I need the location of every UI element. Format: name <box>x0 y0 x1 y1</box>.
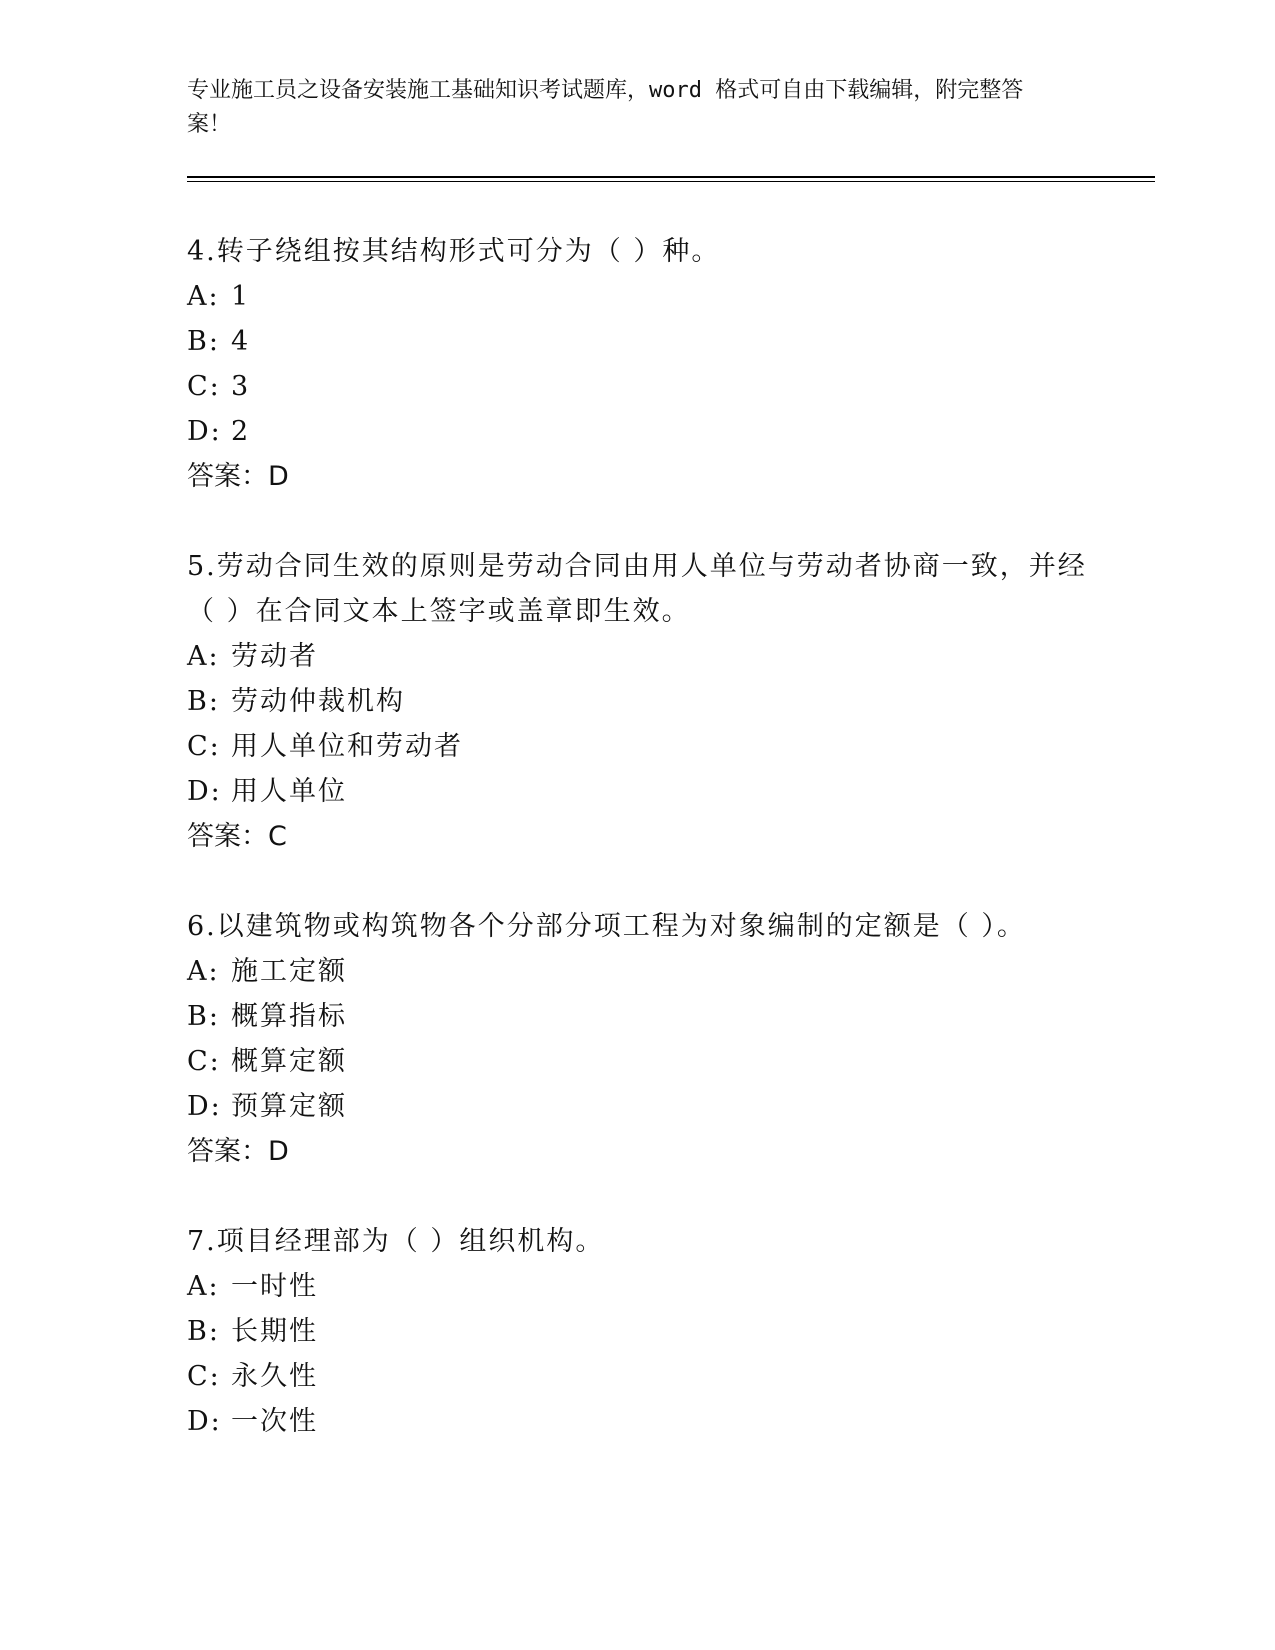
option-text: 永久性 <box>231 1361 318 1392</box>
option-a <box>187 1264 1087 1309</box>
option-b <box>187 679 1087 724</box>
option-key: C: <box>187 371 221 402</box>
option-text: 劳动者 <box>231 641 318 672</box>
option-b <box>187 1309 1087 1354</box>
question-6 <box>187 904 1087 1174</box>
option-d <box>187 1084 1087 1129</box>
option-text: 2 <box>231 416 251 447</box>
question-7 <box>187 1219 1087 1444</box>
option-a <box>187 949 1087 994</box>
header-divider <box>187 176 1155 182</box>
option-key: C: <box>187 1361 221 1392</box>
question-title: 7.项目经理部为（ ）组织机构。 <box>187 1226 605 1257</box>
option-text: 3 <box>231 371 251 402</box>
option-text: 一时性 <box>231 1271 318 1302</box>
option-a <box>187 634 1087 679</box>
header-text: 专业施工员之设备安装施工基础知识考试题库，word 格式可自由下载编辑，附完整答案！ <box>187 78 1024 137</box>
option-text: 一次性 <box>231 1406 318 1437</box>
option-key: D: <box>187 416 222 447</box>
option-key: A: <box>187 1271 220 1302</box>
question-title: 6.以建筑物或构筑物各个分部分项工程为对象编制的定额是（ ）。 <box>187 911 1026 942</box>
option-b <box>187 994 1087 1039</box>
option-text: 长期性 <box>231 1316 318 1347</box>
option-text: 用人单位和劳动者 <box>231 731 463 762</box>
question-title: 4.转子绕组按其结构形式可分为（ ）种。 <box>187 236 721 267</box>
option-key: A: <box>187 956 220 987</box>
option-key: A: <box>187 641 220 672</box>
option-text: 概算定额 <box>231 1046 347 1077</box>
answer-line: 答案：C <box>187 821 287 852</box>
option-key: B: <box>187 1001 220 1032</box>
option-c <box>187 364 1087 409</box>
option-key: C: <box>187 1046 221 1077</box>
question-4 <box>187 229 1087 499</box>
option-text: 预算定额 <box>231 1091 347 1122</box>
question-title: 5.劳动合同生效的原则是劳动合同由用人单位与劳动者协商一致，并经（ ）在合同文本上签字或盖章即生效。 <box>187 551 1087 627</box>
option-b <box>187 319 1087 364</box>
answer-line: 答案：D <box>187 1136 289 1167</box>
option-d <box>187 1399 1087 1444</box>
option-key: C: <box>187 731 221 762</box>
option-d <box>187 769 1087 814</box>
option-key: D: <box>187 776 222 807</box>
option-key: A: <box>187 281 220 312</box>
option-c <box>187 1354 1087 1399</box>
option-d <box>187 409 1087 454</box>
option-c <box>187 1039 1087 1084</box>
option-text: 概算指标 <box>231 1001 347 1032</box>
option-c <box>187 724 1087 769</box>
answer-line: 答案：D <box>187 461 289 492</box>
option-text: 1 <box>231 281 251 312</box>
option-key: B: <box>187 686 220 717</box>
question-5 <box>187 544 1087 859</box>
option-key: B: <box>187 326 220 357</box>
option-text: 用人单位 <box>231 776 347 807</box>
option-key: D: <box>187 1406 222 1437</box>
option-text: 4 <box>231 326 251 357</box>
document-header <box>187 74 1067 142</box>
option-text: 劳动仲裁机构 <box>231 686 405 717</box>
option-text: 施工定额 <box>231 956 347 987</box>
question-list <box>187 229 1087 1489</box>
option-key: B: <box>187 1316 220 1347</box>
option-a <box>187 274 1087 319</box>
option-key: D: <box>187 1091 222 1122</box>
